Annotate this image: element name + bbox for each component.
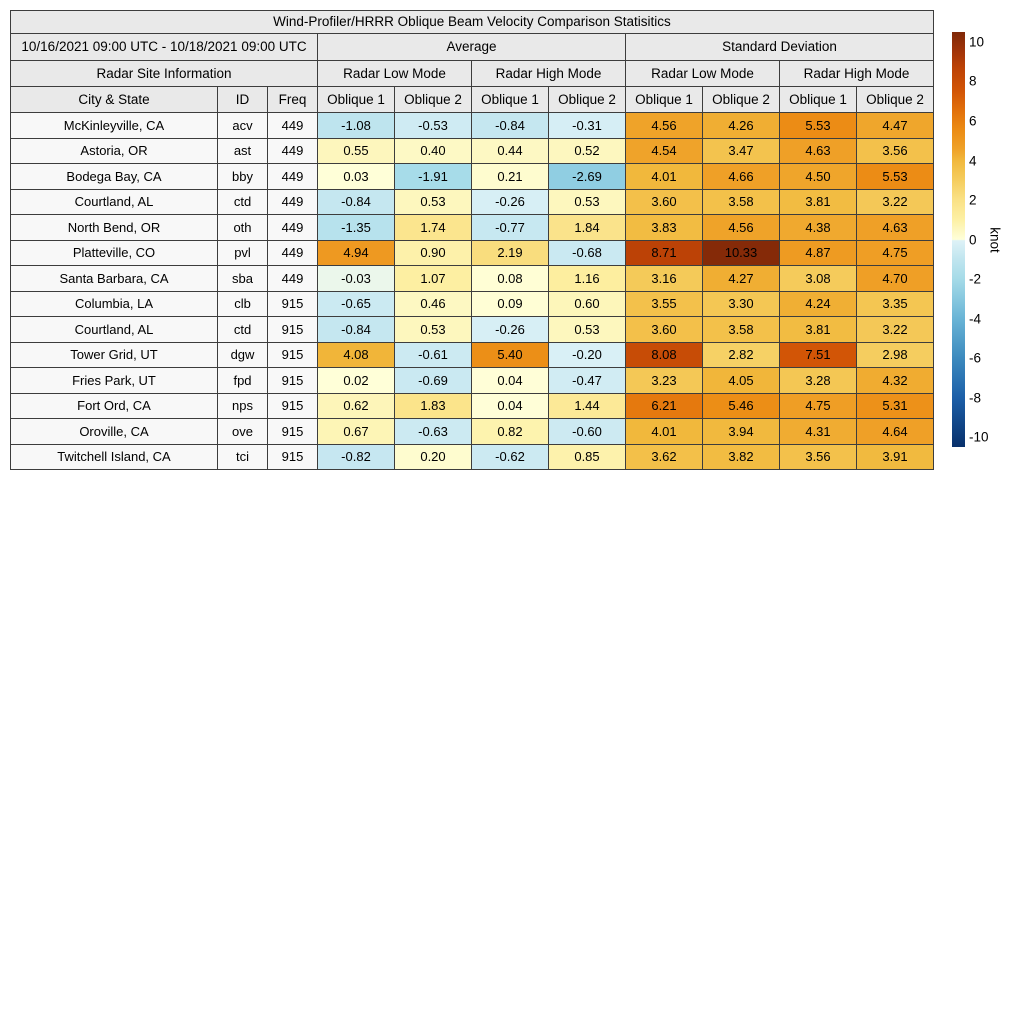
value-cell: 3.94 bbox=[703, 419, 780, 445]
value-cell: 0.90 bbox=[395, 240, 472, 266]
value-cell: 0.67 bbox=[318, 419, 395, 445]
city-cell: Twitchell Island, CA bbox=[11, 444, 218, 470]
value-cell: -0.20 bbox=[549, 342, 626, 368]
value-cell: -1.35 bbox=[318, 215, 395, 241]
freq-cell: 449 bbox=[268, 113, 318, 139]
value-cell: -0.47 bbox=[549, 368, 626, 394]
mode-header-std-high: Radar High Mode bbox=[780, 61, 934, 87]
value-cell: 3.56 bbox=[780, 444, 857, 470]
statistics-table bbox=[10, 10, 934, 470]
value-cell: 0.21 bbox=[472, 164, 549, 190]
site-info-header: Radar Site Information bbox=[11, 61, 318, 87]
table-row bbox=[11, 266, 934, 292]
table-row bbox=[11, 240, 934, 266]
site-id-cell: acv bbox=[218, 113, 268, 139]
freq-cell: 449 bbox=[268, 240, 318, 266]
col-header-oblique: Oblique 1 bbox=[318, 87, 395, 113]
value-cell: 0.40 bbox=[395, 138, 472, 164]
value-cell: 4.63 bbox=[780, 138, 857, 164]
value-cell: 4.63 bbox=[857, 215, 934, 241]
freq-cell: 915 bbox=[268, 419, 318, 445]
freq-cell: 915 bbox=[268, 393, 318, 419]
col-header-oblique: Oblique 2 bbox=[703, 87, 780, 113]
colorbar bbox=[952, 32, 1012, 447]
value-cell: 4.56 bbox=[703, 215, 780, 241]
site-id-cell: nps bbox=[218, 393, 268, 419]
value-cell: 0.82 bbox=[472, 419, 549, 445]
value-cell: 3.28 bbox=[780, 368, 857, 394]
value-cell: -0.84 bbox=[318, 317, 395, 343]
value-cell: 3.22 bbox=[857, 317, 934, 343]
value-cell: 3.58 bbox=[703, 317, 780, 343]
value-cell: 0.53 bbox=[549, 189, 626, 215]
table-row bbox=[11, 317, 934, 343]
colorbar-tick-label: -8 bbox=[969, 389, 982, 405]
value-cell: 5.53 bbox=[857, 164, 934, 190]
value-cell: 3.56 bbox=[857, 138, 934, 164]
freq-cell: 449 bbox=[268, 266, 318, 292]
table-body bbox=[11, 113, 934, 470]
colorbar-tick-label: 8 bbox=[969, 73, 977, 89]
value-cell: 4.66 bbox=[703, 164, 780, 190]
value-cell: 4.05 bbox=[703, 368, 780, 394]
site-id-cell: ctd bbox=[218, 317, 268, 343]
value-cell: 4.56 bbox=[626, 113, 703, 139]
value-cell: 3.83 bbox=[626, 215, 703, 241]
table-row bbox=[11, 113, 934, 139]
value-cell: 3.60 bbox=[626, 317, 703, 343]
site-id-cell: clb bbox=[218, 291, 268, 317]
colorbar-tick-label: -4 bbox=[969, 310, 982, 326]
value-cell: 8.08 bbox=[626, 342, 703, 368]
colorbar-tick-label: -10 bbox=[969, 429, 989, 445]
value-cell: 4.08 bbox=[318, 342, 395, 368]
value-cell: 0.55 bbox=[318, 138, 395, 164]
value-cell: 0.08 bbox=[472, 266, 549, 292]
value-cell: -0.53 bbox=[395, 113, 472, 139]
mode-header-avg-high: Radar High Mode bbox=[472, 61, 626, 87]
site-id-cell: fpd bbox=[218, 368, 268, 394]
city-cell: Bodega Bay, CA bbox=[11, 164, 218, 190]
colorbar-tick-label: 10 bbox=[969, 34, 985, 50]
value-cell: 3.82 bbox=[703, 444, 780, 470]
table-row bbox=[11, 215, 934, 241]
value-cell: 0.53 bbox=[395, 317, 472, 343]
value-cell: 1.83 bbox=[395, 393, 472, 419]
value-cell: 4.32 bbox=[857, 368, 934, 394]
value-cell: 0.44 bbox=[472, 138, 549, 164]
value-cell: 4.24 bbox=[780, 291, 857, 317]
value-cell: 3.58 bbox=[703, 189, 780, 215]
value-cell: -1.91 bbox=[395, 164, 472, 190]
mode-header-avg-low: Radar Low Mode bbox=[318, 61, 472, 87]
value-cell: -0.26 bbox=[472, 189, 549, 215]
value-cell: 1.44 bbox=[549, 393, 626, 419]
city-cell: Astoria, OR bbox=[11, 138, 218, 164]
freq-cell: 915 bbox=[268, 444, 318, 470]
value-cell: -0.65 bbox=[318, 291, 395, 317]
table-row bbox=[11, 138, 934, 164]
value-cell: 4.75 bbox=[857, 240, 934, 266]
value-cell: 4.26 bbox=[703, 113, 780, 139]
table-row bbox=[11, 189, 934, 215]
freq-cell: 915 bbox=[268, 342, 318, 368]
value-cell: -0.61 bbox=[395, 342, 472, 368]
freq-cell: 449 bbox=[268, 189, 318, 215]
value-cell: -0.69 bbox=[395, 368, 472, 394]
value-cell: 3.47 bbox=[703, 138, 780, 164]
column-header-row bbox=[11, 87, 934, 113]
title-row bbox=[11, 11, 934, 34]
col-header-city-state: City & State bbox=[11, 87, 218, 113]
value-cell: 0.53 bbox=[549, 317, 626, 343]
table-row bbox=[11, 419, 934, 445]
col-header-oblique: Oblique 2 bbox=[395, 87, 472, 113]
city-cell: McKinleyville, CA bbox=[11, 113, 218, 139]
value-cell: 0.62 bbox=[318, 393, 395, 419]
value-cell: 0.85 bbox=[549, 444, 626, 470]
value-cell: -0.03 bbox=[318, 266, 395, 292]
value-cell: 4.54 bbox=[626, 138, 703, 164]
colorbar-tick-label: 6 bbox=[969, 113, 977, 129]
value-cell: -2.69 bbox=[549, 164, 626, 190]
value-cell: 2.82 bbox=[703, 342, 780, 368]
table-row bbox=[11, 164, 934, 190]
group-header-row bbox=[11, 34, 934, 61]
freq-cell: 449 bbox=[268, 164, 318, 190]
value-cell: 3.23 bbox=[626, 368, 703, 394]
date-range: 10/16/2021 09:00 UTC - 10/18/2021 09:00 UTC bbox=[11, 34, 318, 61]
city-cell: Columbia, LA bbox=[11, 291, 218, 317]
value-cell: -0.68 bbox=[549, 240, 626, 266]
value-cell: -0.84 bbox=[318, 189, 395, 215]
value-cell: -1.08 bbox=[318, 113, 395, 139]
col-header-oblique: Oblique 1 bbox=[780, 87, 857, 113]
value-cell: 0.20 bbox=[395, 444, 472, 470]
value-cell: 4.01 bbox=[626, 164, 703, 190]
colorbar-axis-label: knot bbox=[987, 226, 1003, 253]
value-cell: 0.04 bbox=[472, 393, 549, 419]
value-cell: 8.71 bbox=[626, 240, 703, 266]
value-cell: -0.77 bbox=[472, 215, 549, 241]
col-header-oblique: Oblique 2 bbox=[549, 87, 626, 113]
value-cell: 3.16 bbox=[626, 266, 703, 292]
city-cell: Oroville, CA bbox=[11, 419, 218, 445]
col-header-oblique: Oblique 1 bbox=[472, 87, 549, 113]
value-cell: -0.60 bbox=[549, 419, 626, 445]
value-cell: 2.19 bbox=[472, 240, 549, 266]
site-id-cell: tci bbox=[218, 444, 268, 470]
city-cell: Platteville, CO bbox=[11, 240, 218, 266]
value-cell: 0.09 bbox=[472, 291, 549, 317]
value-cell: 0.53 bbox=[395, 189, 472, 215]
freq-cell: 915 bbox=[268, 368, 318, 394]
col-header-oblique: Oblique 2 bbox=[857, 87, 934, 113]
value-cell: 5.31 bbox=[857, 393, 934, 419]
value-cell: 6.21 bbox=[626, 393, 703, 419]
colorbar-tick-label: 0 bbox=[969, 231, 977, 247]
value-cell: 5.53 bbox=[780, 113, 857, 139]
value-cell: 3.08 bbox=[780, 266, 857, 292]
value-cell: 0.46 bbox=[395, 291, 472, 317]
value-cell: 1.74 bbox=[395, 215, 472, 241]
figure-title: Wind-Profiler/HRRR Oblique Beam Velocity Comparison Statisitics bbox=[11, 11, 934, 34]
city-cell: Courtland, AL bbox=[11, 189, 218, 215]
value-cell: 4.38 bbox=[780, 215, 857, 241]
value-cell: -0.82 bbox=[318, 444, 395, 470]
group-header-std-dev: Standard Deviation bbox=[626, 34, 934, 61]
table-row bbox=[11, 291, 934, 317]
colorbar-tick-label: 4 bbox=[969, 152, 977, 168]
city-cell: Courtland, AL bbox=[11, 317, 218, 343]
city-cell: Fries Park, UT bbox=[11, 368, 218, 394]
colorbar-tick-label: -6 bbox=[969, 350, 982, 366]
value-cell: 3.55 bbox=[626, 291, 703, 317]
site-id-cell: dgw bbox=[218, 342, 268, 368]
value-cell: 0.02 bbox=[318, 368, 395, 394]
value-cell: 2.98 bbox=[857, 342, 934, 368]
value-cell: -0.63 bbox=[395, 419, 472, 445]
value-cell: 4.31 bbox=[780, 419, 857, 445]
city-cell: Santa Barbara, CA bbox=[11, 266, 218, 292]
group-header-average: Average bbox=[318, 34, 626, 61]
value-cell: 4.50 bbox=[780, 164, 857, 190]
value-cell: 1.07 bbox=[395, 266, 472, 292]
value-cell: 3.60 bbox=[626, 189, 703, 215]
value-cell: 3.81 bbox=[780, 317, 857, 343]
mode-header-std-low: Radar Low Mode bbox=[626, 61, 780, 87]
value-cell: 3.91 bbox=[857, 444, 934, 470]
value-cell: 1.16 bbox=[549, 266, 626, 292]
value-cell: 3.30 bbox=[703, 291, 780, 317]
value-cell: 1.84 bbox=[549, 215, 626, 241]
value-cell: 0.60 bbox=[549, 291, 626, 317]
colorbar-tick-label: 2 bbox=[969, 192, 977, 208]
value-cell: 10.33 bbox=[703, 240, 780, 266]
value-cell: 0.52 bbox=[549, 138, 626, 164]
value-cell: 4.94 bbox=[318, 240, 395, 266]
value-cell: 5.40 bbox=[472, 342, 549, 368]
value-cell: -0.84 bbox=[472, 113, 549, 139]
value-cell: -0.31 bbox=[549, 113, 626, 139]
site-id-cell: ctd bbox=[218, 189, 268, 215]
table-row bbox=[11, 393, 934, 419]
value-cell: 5.46 bbox=[703, 393, 780, 419]
value-cell: 4.27 bbox=[703, 266, 780, 292]
value-cell: 4.01 bbox=[626, 419, 703, 445]
site-id-cell: pvl bbox=[218, 240, 268, 266]
site-id-cell: ast bbox=[218, 138, 268, 164]
site-id-cell: ove bbox=[218, 419, 268, 445]
value-cell: 4.70 bbox=[857, 266, 934, 292]
value-cell: 0.03 bbox=[318, 164, 395, 190]
site-id-cell: bby bbox=[218, 164, 268, 190]
value-cell: 4.75 bbox=[780, 393, 857, 419]
city-cell: Tower Grid, UT bbox=[11, 342, 218, 368]
freq-cell: 449 bbox=[268, 215, 318, 241]
col-header-freq: Freq bbox=[268, 87, 318, 113]
value-cell: -0.26 bbox=[472, 317, 549, 343]
value-cell: 0.04 bbox=[472, 368, 549, 394]
value-cell: 4.87 bbox=[780, 240, 857, 266]
value-cell: 4.64 bbox=[857, 419, 934, 445]
colorbar-gradient bbox=[952, 32, 965, 447]
freq-cell: 449 bbox=[268, 138, 318, 164]
value-cell: 3.35 bbox=[857, 291, 934, 317]
table-row bbox=[11, 342, 934, 368]
table-row bbox=[11, 444, 934, 470]
mode-header-row bbox=[11, 61, 934, 87]
freq-cell: 915 bbox=[268, 317, 318, 343]
value-cell: 7.51 bbox=[780, 342, 857, 368]
colorbar-tick-label: -2 bbox=[969, 271, 982, 287]
value-cell: 4.47 bbox=[857, 113, 934, 139]
city-cell: North Bend, OR bbox=[11, 215, 218, 241]
col-header-id: ID bbox=[218, 87, 268, 113]
value-cell: -0.62 bbox=[472, 444, 549, 470]
site-id-cell: sba bbox=[218, 266, 268, 292]
col-header-oblique: Oblique 1 bbox=[626, 87, 703, 113]
site-id-cell: oth bbox=[218, 215, 268, 241]
table-row bbox=[11, 368, 934, 394]
freq-cell: 915 bbox=[268, 291, 318, 317]
value-cell: 3.22 bbox=[857, 189, 934, 215]
city-cell: Fort Ord, CA bbox=[11, 393, 218, 419]
value-cell: 3.81 bbox=[780, 189, 857, 215]
value-cell: 3.62 bbox=[626, 444, 703, 470]
